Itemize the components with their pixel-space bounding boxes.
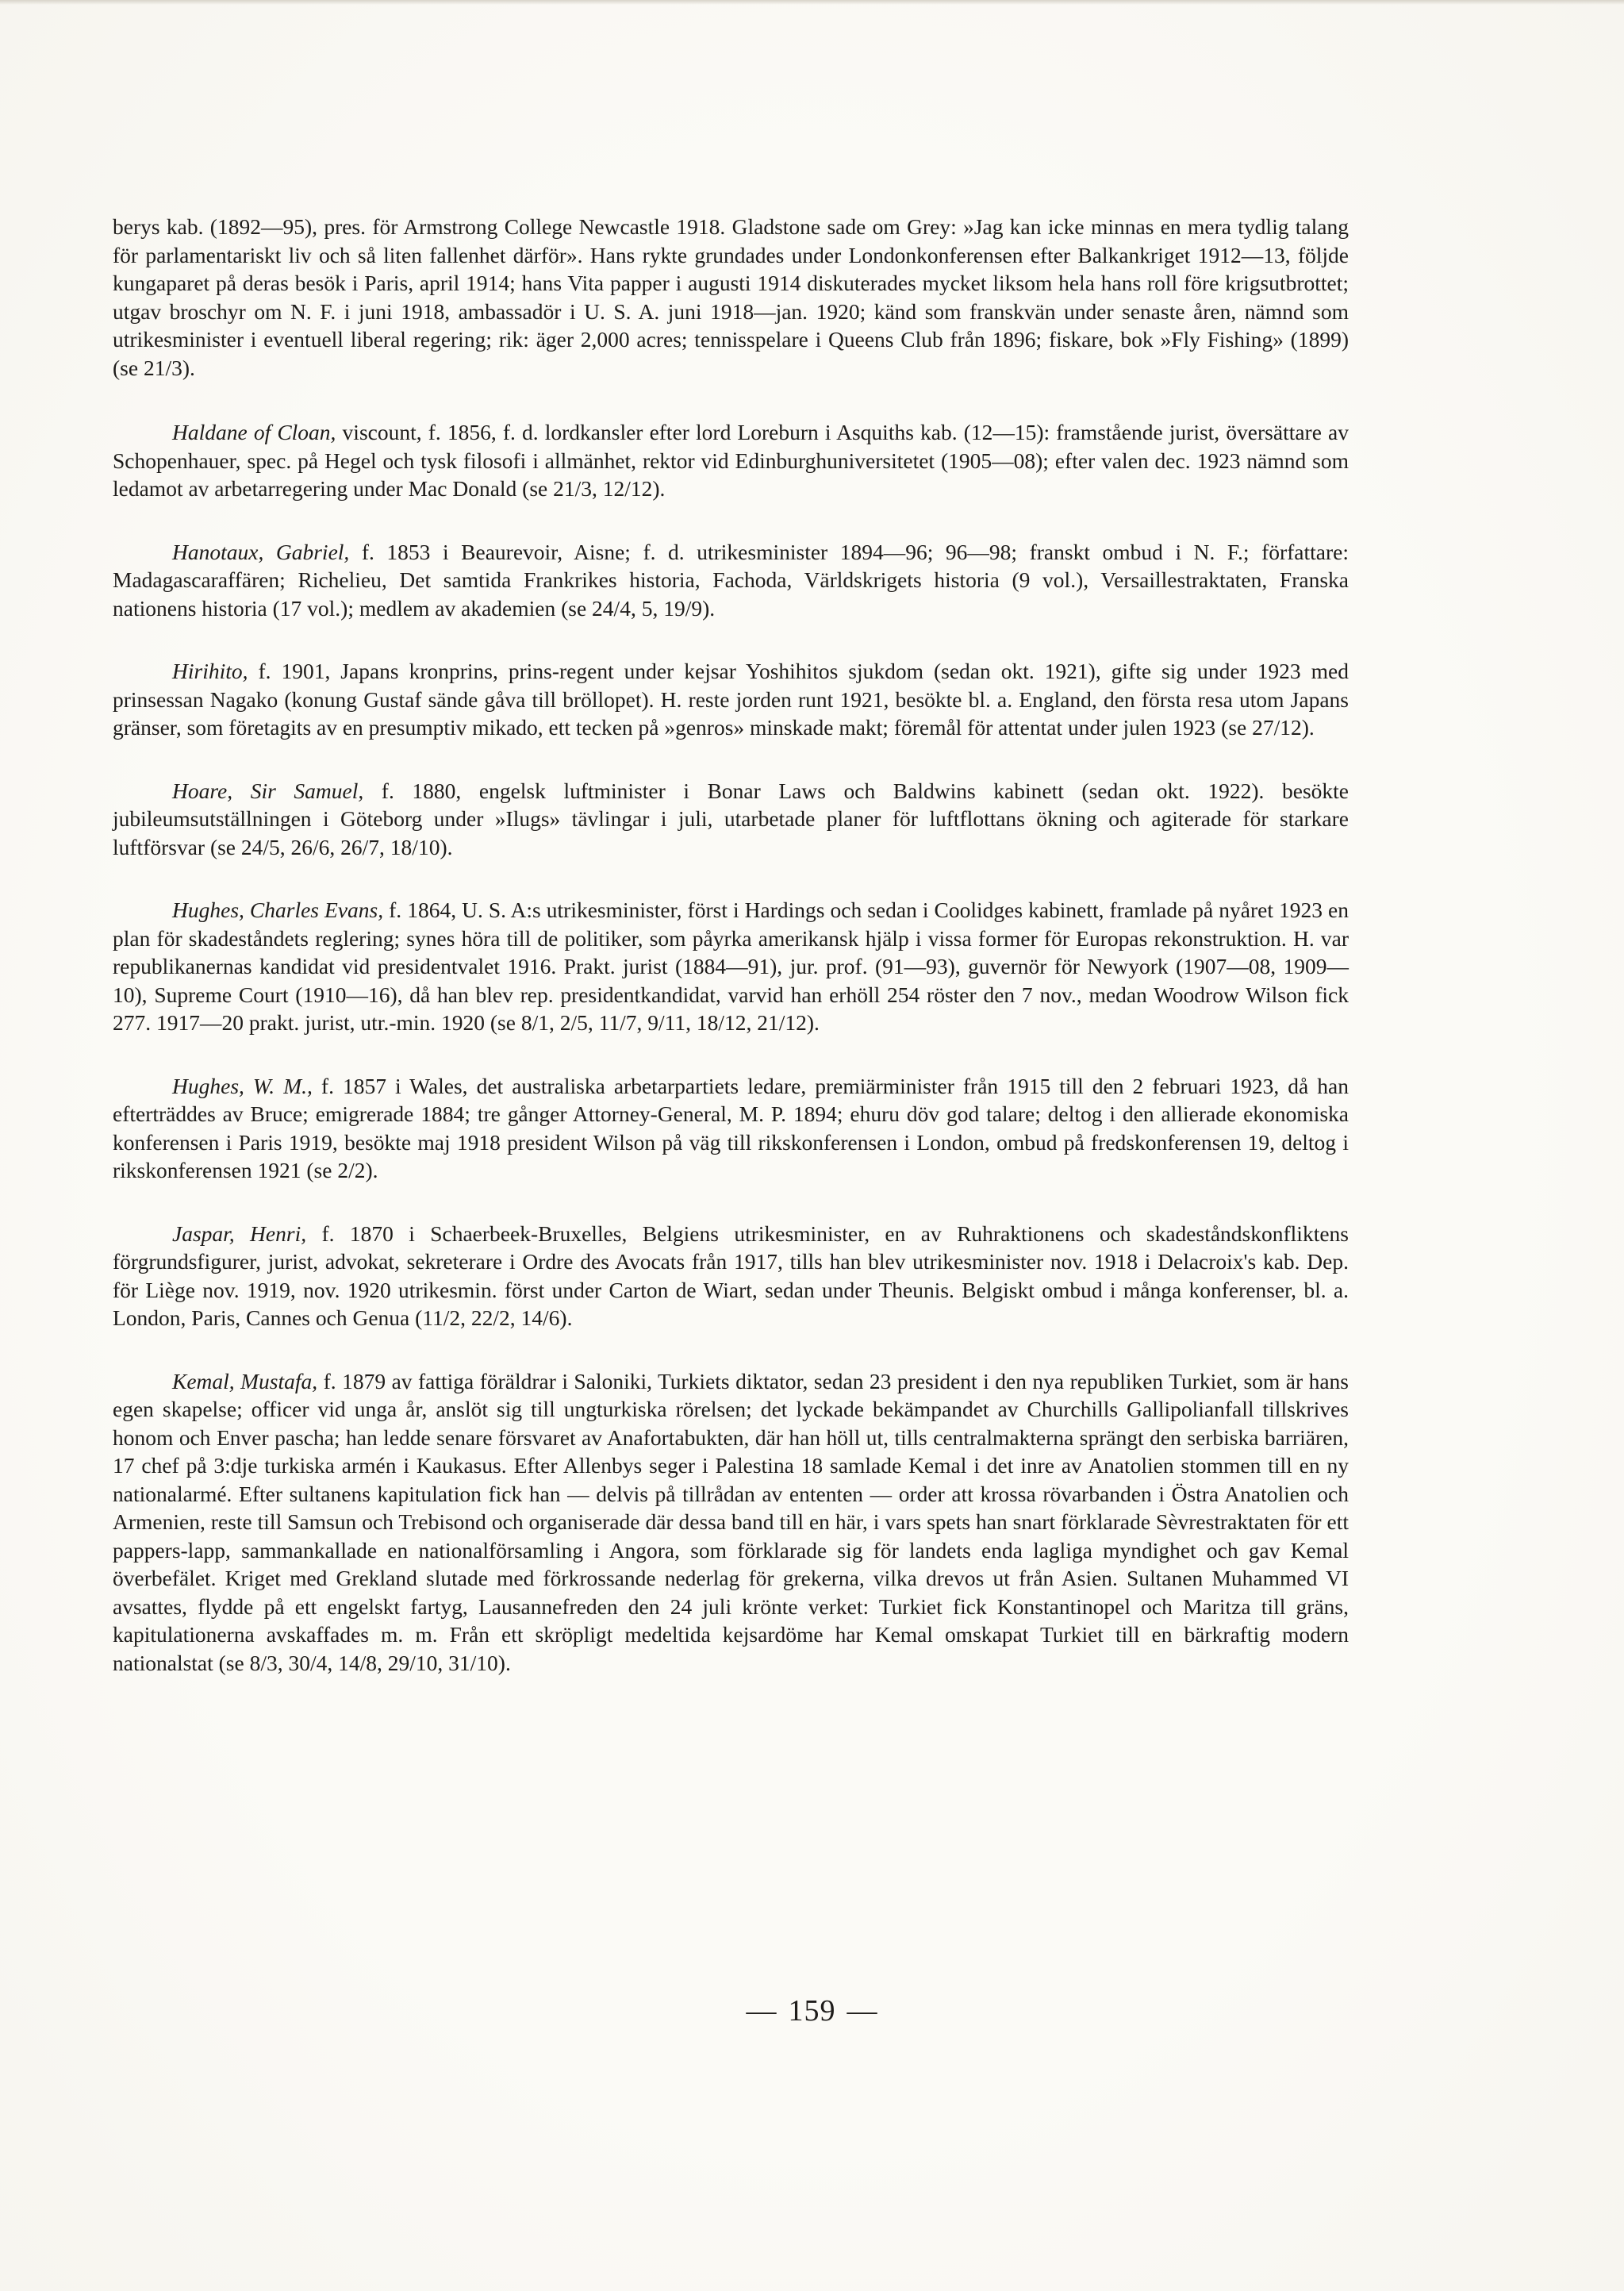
entry-kemal	[113, 1367, 1349, 1678]
entry-text: berys kab. (1892—95), pres. för Armstrong College Newcastle 1918. Gladstone sade om Grey: »Jag kan icke minnas en mera tydlig talang för parlamentariskt liv och så liten fallenhet därför». Hans rykte grundades under Londonkonferensen efter Balkankriget 1912—13, följde kungaparet på deras besök i Paris, april 1914; hans Vita papper i augusti 1914 diskuterades mycket liksom hela hans roll före krigsutbrottet; utgav broschyr om N. F. i juni 1918, ambassadör i U. S. A. juni 1918—jan. 1920; känd som franskvän under senaste åren, nämnd som utrikesminister i eventuell liberal regering; rik: äger 2,000 acres; tennisspelare i Queens Club från 1896; fiskare, bok »Fly Fishing» (1899) (se 21/3).	[113, 214, 1349, 380]
entry-text: f. 1870 i Schaerbeek-Bruxelles, Belgiens utrikesminister, en av Ruhraktionens och skadeståndskonfliktens förgrundsfigurer, jurist, advokat, sekreterare i Ordre des Avocats från 1917, tills han blev utrikesminister nov. 1918 i Delacroix's kab. Dep. för Liège nov. 1919, nov. 1920 utrikesmin. först under Carton de Wiart, sedan under Theunis. Belgiskt ombud i många konferenser, bl. a. London, Paris, Cannes och Genua (11/2, 22/2, 14/6).	[113, 1220, 1349, 1330]
entry-text: viscount, f. 1856, f. d. lordkansler efter lord Loreburn i Asquiths kab. (12—15): framstående jurist, översättare av Schopenhauer, spec. på Hegel och tysk filosofi i allmänhet, rektor vid Edinburghuniversitetet (1905—08); efter valen dec. 1923 nämnd som ledamot av arbetarregering under Mac Donald (se 21/3, 12/12).	[113, 420, 1349, 501]
page-number-dash-left: —	[746, 1994, 777, 2028]
page-number-value: 159	[788, 1994, 836, 2028]
entry-name: Haldane of Cloan,	[172, 420, 336, 444]
entry-name: Hughes, W. M.,	[172, 1073, 313, 1098]
entry-text: f. 1864, U. S. A:s utrikesminister, först i Hardings och sedan i Coolidges kabinett, framlade på nyåret 1923 en plan för skadeståndets reglering; synes höra till de politiker, som påyrka amerikansk hjälp i vissa former för Europas rekonstruktion. H. var republikanernas kandidat vid presidentvalet 1916. Prakt. jurist (1884—91), jur. prof. (91—93), guvernör för Newyork (1907—08, 1909—10), Supreme Court (1910—16), då han blev rep. presidentkandidat, varvid han erhöll 254 röster den 7 nov., medan Woodrow Wilson fick 277. 1917—20 prakt. jurist, utr.-min. 1920 (se 8/1, 2/5, 11/7, 9/11, 18/12, 21/12).	[113, 898, 1349, 1035]
entry-name: Jaspar, Henri,	[172, 1220, 307, 1246]
biography-entries	[113, 213, 1349, 1712]
entry-jaspar	[113, 1220, 1349, 1332]
entry-text: f. 1857 i Wales, det australiska arbetarpartiets ledare, premiärminister från 1915 till den 2 februari 1923, då han efterträddes av Bruce; emigrerade 1884; tre gånger Attorney-General, M. P. 1894; ehuru döv god talare; deltog i den allierade ekonomiska konferensen i Paris 1919, besökte maj 1918 president Wilson på väg till rikskonferensen i London, ombud på fredskonferensen 19, deltog i rikskonferensen 1921 (se 2/2).	[113, 1073, 1349, 1182]
entry-text: f. 1880, engelsk luftminister i Bonar Laws och Baldwins kabinett (sedan okt. 1922). besökte jubileumsutställningen i Göteborg under »Ilugs» tävlingar i juli, utarbetade planer för luftflottans ökning och agiterade för starkare luftförsvar (se 24/5, 26/6, 26/7, 18/10).	[113, 778, 1349, 859]
entry-hughes-charles	[113, 896, 1349, 1037]
entry-text: f. 1879 av fattiga föräldrar i Saloniki, Turkiets diktator, sedan 23 president i den nya republiken Turkiet, som är hans egen skapelse; officer vid unga år, anslöt sig till ungturkiska rörelsen; det lyckade bekämpandet av Churchills Gallipolianfall tillskrives honom och Enver pascha; han ledde senare försvaret av Anafortabukten, där han höll ut, tills centralmakterna sprängt den serbiska barriären, 17 chef på 3:dje turkiska armén i Kaukasus. Efter Allenbys seger i Palestina 18 samlade Kemal i det inre av Anatolien stommen till en ny nationalarmé. Efter sultanens kapitulation fick han — delvis på tillrådan av ententen — order att krossa rövarbanden i Östra Anatolien och Armenien, reste till Samsun och Trebisond och organiserade där dessa band till en här, i vars spets han snart förklarade Sèvrestraktaten för ett pappers-lapp, sammankallade en nationalförsamling i Angora, som förklarade sig för landets enda lagliga myndighet och gav Kemal överbefälet. Kriget med Grekland slutade med förkrossande nederlag för grekerna, vilka drevos ut från Asien. Sultanen Muhammed VI avsattes, flydde på ett engelskt fartyg, Lausannefreden den 24 juli krönte verket: Turkiet fick Konstantinopel och Maritza till gräns, kapitulationerna avskaffades m. m. Från ett skröpligt medeltida kejsardöme har Kemal omskapat Turkiet till en bärkraftig modern nationalstat (se 8/3, 30/4, 14/8, 29/10, 31/10).	[113, 1368, 1349, 1675]
page-number-dash-right: —	[847, 1994, 878, 2028]
entry-hughes-w-m	[113, 1072, 1349, 1185]
entry-name: Hanotaux, Gabriel,	[172, 539, 350, 564]
entry-grey-continued	[113, 213, 1349, 382]
entry-text: f. 1901, Japans kronprins, prins-regent under kejsar Yoshihitos sjukdom (sedan okt. 1921), gifte sig under 1923 med prinsessan Nagako (konung Gustaf sände gåva till bröllopet). H. reste jorden runt 1921, besökte bl. a. England, den första resa utom Japans gränser, som företagits av en presumptiv mikado, ett tecken på »genros» minskade makt; föremål för attentat under julen 1923 (se 27/12).	[113, 659, 1349, 740]
entry-haldane	[113, 418, 1349, 503]
entry-name: Hoare, Sir Samuel,	[172, 778, 364, 803]
entry-hanotaux	[113, 538, 1349, 623]
entry-name: Kemal, Mustafa,	[172, 1368, 318, 1393]
entry-name: Hughes, Charles Evans,	[172, 898, 384, 922]
page-top-edge	[0, 0, 1624, 5]
entry-name: Hirihito,	[172, 659, 248, 683]
page-number	[0, 1993, 1624, 2028]
entry-text: f. 1853 i Beaurevoir, Aisne; f. d. utrikesminister 1894—96; 96—98; franskt ombud i N. F.; författare: Madagascaraffären; Richelieu, Det samtida Frankrikes historia, Fachoda, Världskrigets historia (9 vol.), Versaillestraktaten, Franska nationens historia (17 vol.); medlem av akademien (se 24/4, 5, 19/9).	[113, 539, 1349, 621]
entry-hirihito	[113, 657, 1349, 742]
entry-hoare	[113, 777, 1349, 862]
